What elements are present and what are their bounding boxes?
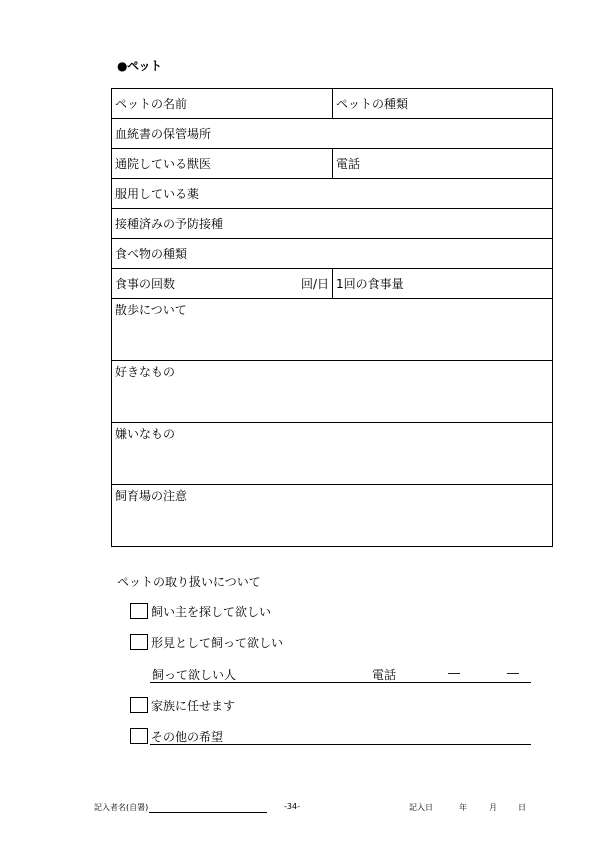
table-row: [112, 423, 553, 485]
handling-title: ペットの取り扱いについて: [117, 575, 261, 589]
keeper-label: 飼って欲しい人: [152, 668, 237, 682]
meal-count-field[interactable]: [112, 269, 333, 299]
checkbox[interactable]: [130, 697, 148, 713]
likes-label: 好きなもの: [115, 365, 176, 379]
table-row: [112, 485, 553, 547]
pet-name-field[interactable]: [112, 89, 333, 119]
table-row: [112, 239, 553, 269]
table-row: [112, 361, 553, 423]
care-notes-field[interactable]: [112, 485, 553, 547]
section-title: ●ペット: [117, 59, 162, 73]
vaccinations-label: 接種済みの予防接種: [115, 217, 224, 231]
table-row: [112, 269, 553, 299]
dislikes-label: 嫌いなもの: [115, 427, 176, 441]
keeper-phone-label: 電話: [372, 668, 397, 682]
table-row: [112, 209, 553, 239]
meal-amount-label: 1回の食事量: [336, 277, 404, 291]
likes-field[interactable]: [112, 361, 553, 423]
food-type-label: 食べ物の種類: [115, 247, 188, 261]
dislikes-field[interactable]: [112, 423, 553, 485]
page-number: -34-: [284, 802, 300, 811]
meal-unit-label: 回/日: [300, 277, 329, 291]
other-underline: [150, 744, 531, 745]
option-other[interactable]: [130, 727, 223, 745]
checkbox[interactable]: [130, 634, 148, 650]
table-row: [112, 149, 553, 179]
phone-dash: ―: [448, 666, 460, 680]
medicine-field[interactable]: [112, 179, 553, 209]
vet-phone-label: 電話: [336, 157, 361, 171]
food-type-field[interactable]: [112, 239, 553, 269]
vet-phone-field[interactable]: [333, 149, 553, 179]
pet-info-table: [111, 88, 553, 547]
phone-dash: ―: [507, 666, 519, 680]
signer-label: 記入者名(自署): [94, 803, 149, 812]
care-notes-label: 飼育場の注意: [115, 489, 188, 503]
pet-type-field[interactable]: [333, 89, 553, 119]
table-row: [112, 89, 553, 119]
keeper-line[interactable]: [150, 664, 531, 683]
table-row: [112, 299, 553, 361]
checkbox[interactable]: [130, 728, 148, 744]
pedigree-storage-label: 血統書の保管場所: [115, 127, 212, 141]
walk-field[interactable]: [112, 299, 553, 361]
meal-count-label: 食事の回数: [115, 277, 176, 291]
pet-type-label: ペットの種類: [336, 97, 409, 111]
option-family[interactable]: [130, 696, 235, 714]
pet-name-label: ペットの名前: [115, 97, 188, 111]
checkbox[interactable]: [130, 603, 148, 619]
meal-amount-field[interactable]: [333, 269, 553, 299]
signature-line[interactable]: [149, 804, 267, 813]
option-keepsake[interactable]: [130, 633, 283, 651]
date-day-label: 日: [518, 803, 526, 812]
date-year-label: 年: [459, 803, 467, 812]
table-row: [112, 119, 553, 149]
vet-label: 通院している獣医: [115, 157, 212, 171]
table-row: [112, 179, 553, 209]
walk-label: 散歩について: [115, 303, 187, 317]
date-month-label: 月: [489, 803, 497, 812]
date-label: 記入日: [409, 803, 433, 812]
pedigree-storage-field[interactable]: [112, 119, 553, 149]
medicine-label: 服用している薬: [115, 187, 200, 201]
option-new-owner[interactable]: [130, 602, 271, 620]
option-label: 家族に任せます: [151, 698, 236, 713]
signer-field[interactable]: [94, 802, 267, 813]
vet-field[interactable]: [112, 149, 333, 179]
vaccinations-field[interactable]: [112, 209, 553, 239]
option-label: 形見として飼って欲しい: [151, 635, 284, 650]
option-label: その他の希望: [151, 729, 224, 744]
option-label: 飼い主を探して欲しい: [151, 604, 272, 619]
